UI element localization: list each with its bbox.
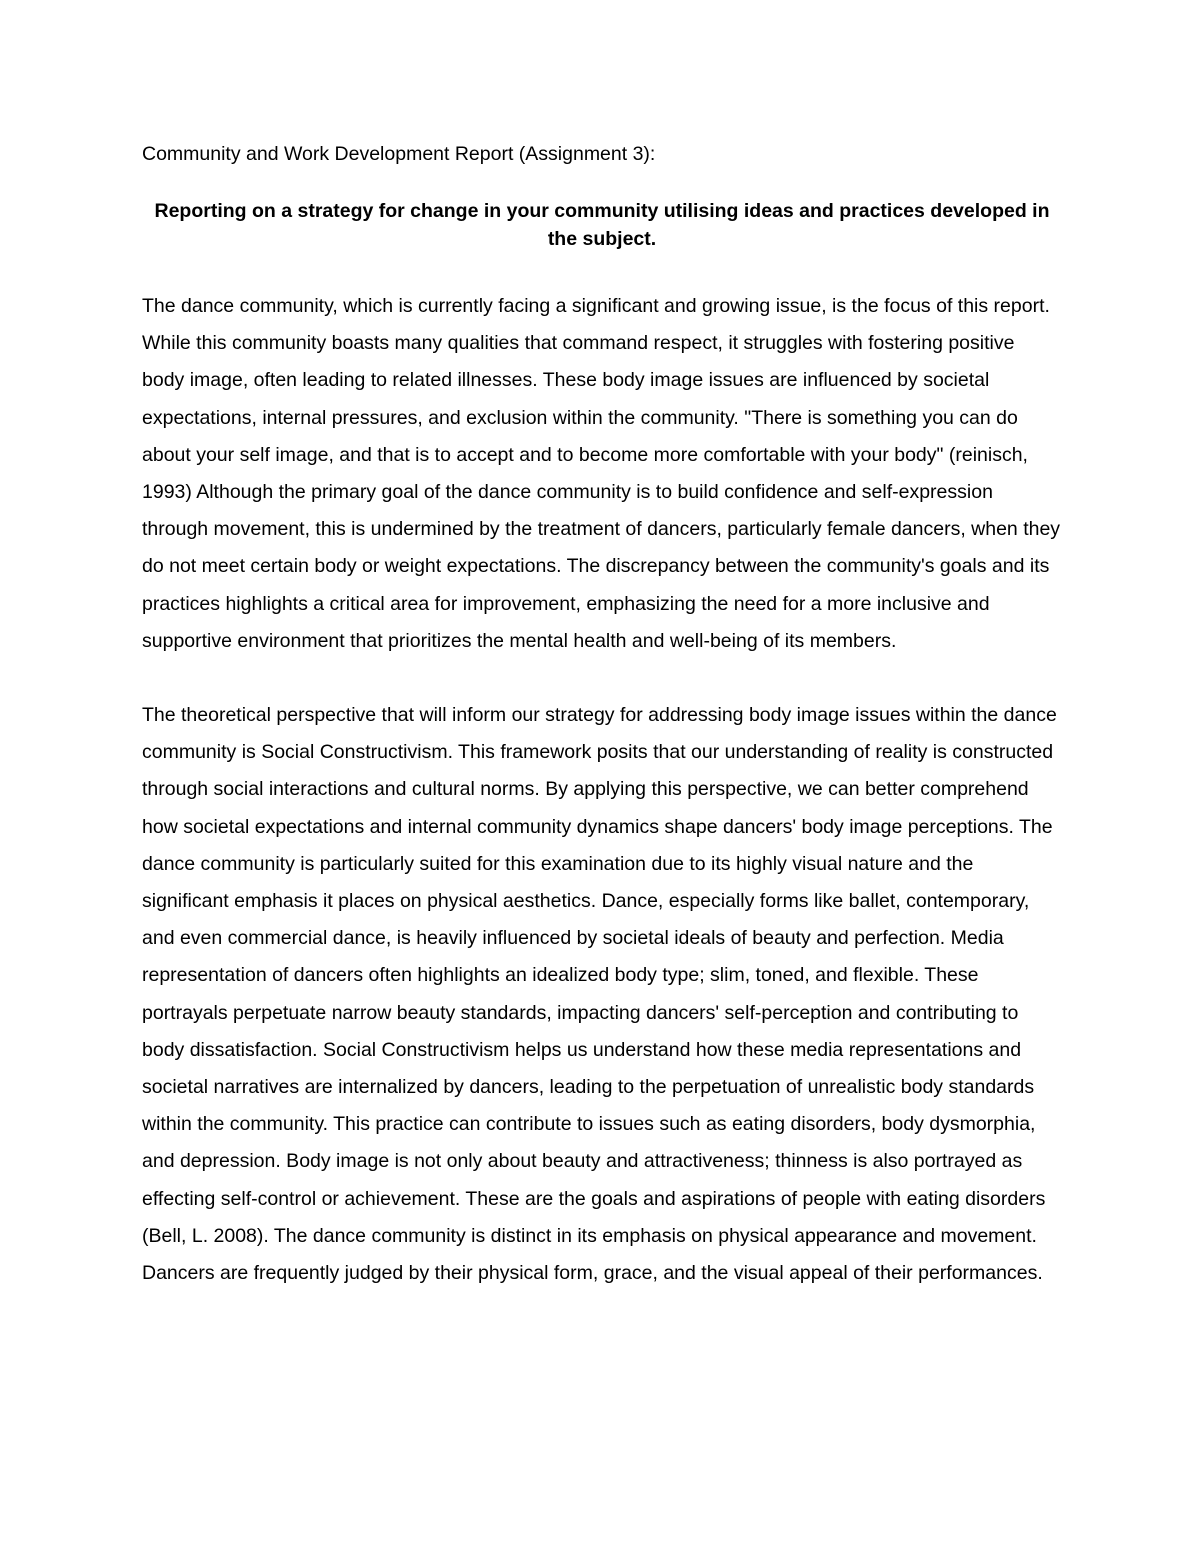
- document-body: [142, 140, 1062, 1292]
- document-title: Community and Work Development Report (Assignment 3):: [142, 143, 656, 165]
- paragraph-theoretical-perspective: The theoretical perspective that will inform our strategy for addressing body image issues within the dance community is Social Constructivism. This framework posits that our understanding of reality is constructed through social interactions and cultural norms. By applying this perspective, we can better comprehend how societal expectations and internal community dynamics shape dancers' body image perceptions. The dance community is particularly suited for this examination due to its highly visual nature and the significant emphasis it places on physical aesthetics. Dance, especially forms like ballet, contemporary, and even commercial dance, is heavily influenced by societal ideals of beauty and perfection. Media representation of dancers often highlights an idealized body type; slim, toned, and flexible. These portrayals perpetuate narrow beauty standards, impacting dancers' self-perception and contributing to body dissatisfaction. Social Constructivism helps us understand how these media representations and societal narratives are internalized by dancers, leading to the perpetuation of unrealistic body standards within the community. This practice can contribute to issues such as eating disorders, body dysmorphia, and depression. Body image is not only about beauty and attractiveness; thinness is also portrayed as effecting self-control or achievement. These are the goals and aspirations of people with eating disorders (Bell, L. 2008). The dance community is distinct in its emphasis on physical appearance and movement. Dancers are frequently judged by their physical form, grace, and the visual appeal of their performances.: [142, 704, 1057, 1285]
- document-subtitle: Reporting on a strategy for change in your community utilising ideas and practices developed in the subject.: [154, 200, 1050, 250]
- paragraph-dance-community: The dance community, which is currently facing a significant and growing issue, is the focus of this report. While this community boasts many qualities that command respect, it struggles with fostering positive body image, often leading to related illnesses. These body image issues are influenced by societal expectations, internal pressures, and exclusion within the community. "There is something you can do about your self image, and that is to accept and to become more comfortable with your body" (reinisch, 1993) Although the primary goal of the dance community is to build confidence and self-expression through movement, this is undermined by the treatment of dancers, particularly female dancers, when they do not meet certain body or weight expectations. The discrepancy between the community's goals and its practices highlights a critical area for improvement, emphasizing the need for a more inclusive and supportive environment that prioritizes the mental health and well-being of its members.: [142, 295, 1061, 652]
